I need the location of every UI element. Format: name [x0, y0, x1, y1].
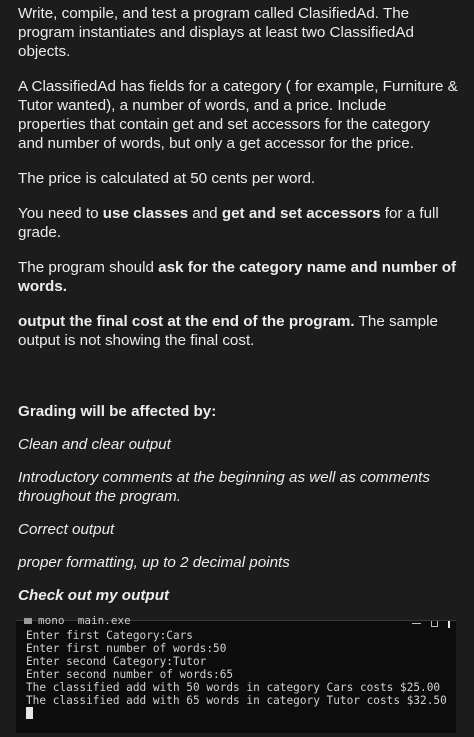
ask-emphasis: ask for the category name and number of words.	[18, 259, 457, 295]
fields-paragraph: A ClassifiedAd has fields for a category ( for example, Furniture & Tutor wanted), a number of words, and a price. Include properties that contain get and set accessors for the category and number of words, but only a get accessor for the price.	[18, 78, 458, 152]
grading-item-formatting: proper formatting, up to 2 decimal points	[18, 554, 290, 571]
console-cursor-line	[26, 707, 447, 720]
text-cursor	[26, 707, 33, 719]
intro-paragraph: Write, compile, and test a program called ClasifiedAd. The program instantiates and displays at least two ClassifiedAd objects.	[18, 5, 414, 60]
accessors-emphasis: get and set accessors	[221, 205, 381, 222]
console-line: The classified add with 65 words in category Tutor costs $32.50	[26, 694, 447, 707]
output-post: The sample output is not showing the final cost.	[18, 313, 438, 349]
console-line: Enter first number of words:50	[26, 642, 227, 655]
grading-heading: Grading will be affected by:	[18, 403, 217, 420]
check-output-heading	[18, 586, 458, 605]
use-classes-emphasis: use classes	[102, 205, 189, 222]
console-line: The classified add with 50 words in category Cars costs $25.00	[26, 681, 441, 694]
grading-item-comments: Introductory comments at the beginning as well as comments throughout the program.	[18, 469, 430, 505]
close-icon[interactable]	[448, 621, 450, 628]
console-output[interactable]	[26, 629, 447, 720]
full-grade-mid: and	[188, 205, 222, 222]
full-grade-pre: You need to	[18, 205, 103, 222]
price-paragraph: The price is calculated at 50 cents per word.	[18, 170, 316, 187]
terminal-icon	[24, 618, 32, 624]
check-output-label: Check out my output	[18, 587, 170, 604]
maximize-icon[interactable]	[431, 621, 438, 627]
ask-pre: The program should	[18, 259, 159, 276]
grading-item-clean-output: Clean and clear output	[18, 436, 171, 453]
console-window	[16, 614, 456, 733]
console-line: Enter second Category:Tutor	[26, 655, 207, 668]
console-line: Enter first Category:Cars	[26, 629, 193, 642]
grading-item-correct-output: Correct output	[18, 521, 115, 538]
full-grade-paragraph	[18, 204, 458, 242]
window-controls	[412, 621, 450, 628]
console-titlebar[interactable]	[16, 614, 456, 628]
full-grade-post: for a full grade.	[18, 205, 439, 241]
minimize-icon[interactable]	[412, 623, 421, 624]
console-title: mono main.exe	[38, 614, 131, 627]
ask-paragraph	[18, 258, 458, 296]
output-emphasis: output the final cost at the end of the program.	[18, 313, 355, 330]
console-line: Enter second number of words:65	[26, 668, 234, 681]
output-paragraph	[18, 312, 458, 350]
assignment-text	[18, 4, 458, 605]
